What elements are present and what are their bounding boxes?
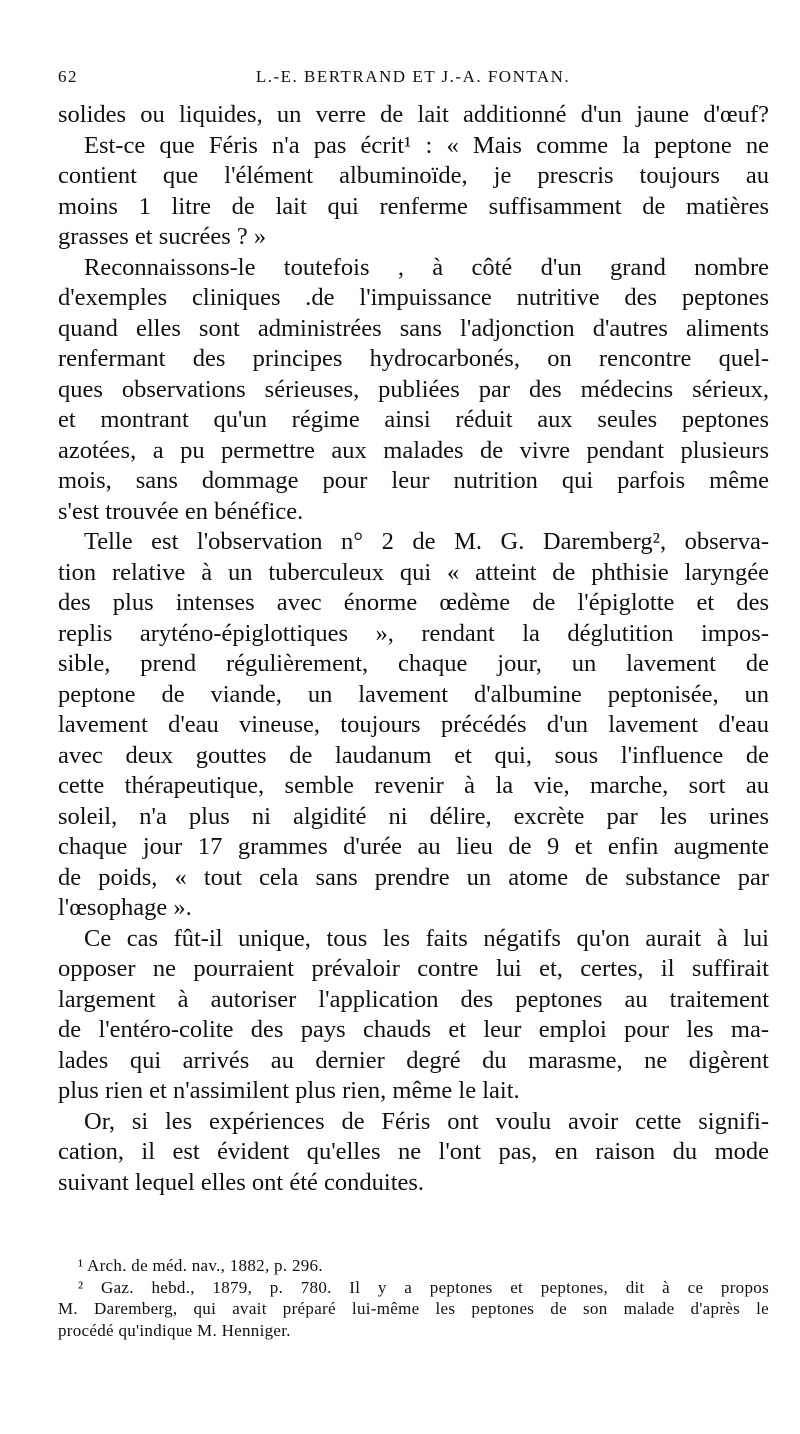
text-line: quand elles sont administrées sans l'adjonction d'autres aliments [58,314,769,342]
text-line: cation, il est évident qu'elles ne l'ont pas, en raison du mode [58,1138,769,1165]
text-line: suivant lequel elles ont été conduites. [58,1168,425,1196]
text-line: Telle est l'observation n° 2 de M. G. Daremberg², observa- [84,528,769,555]
text-line: et montrant qu'un régime ainsi réduit aux seules peptones [58,406,769,433]
text-line: grasses et sucrées ? » [58,223,267,250]
text-line: tion relative à un tuberculeux qui « atteint de phthisie laryngée [58,558,769,586]
text-line: largement à autoriser l'application des peptones au traitement [58,985,769,1013]
footnote-line: M. Daremberg, qui avait préparé lui-même les peptones de son malade d'après le [58,1299,769,1318]
text-line: s'est trouvée en bénéfice. [58,497,304,525]
text-line: replis aryténo-épiglottiques », rendant la déglutition impos- [58,619,769,647]
text-line: contient que l'élément albuminoïde, je prescris toujours au [58,162,769,189]
text-line: ques observations sérieuses, publiées par des médecins sérieux, [58,375,769,403]
text-line: Est-ce que Féris n'a pas écrit¹ : « Mais comme la peptone ne [84,131,769,159]
text-line: Or, si les expériences de Féris ont voulu avoir cette signifi- [84,1107,769,1135]
text-line: cette thérapeutique, semble revenir à la vie, marche, sort au [58,772,769,799]
page-number: 62 [58,67,78,86]
text-line: Ce cas fût-il unique, tous les faits négatifs qu'on aurait à lui [84,924,769,952]
text-line: renfermant des principes hydrocarbonés, on rencontre quel- [58,345,769,372]
text-line: l'œsophage ». [58,894,192,921]
text-line: opposer ne pourraient prévaloir contre lui et, certes, il suffirait [58,955,769,982]
text-line: plus rien et n'assimilent plus rien, même le lait. [58,1077,520,1104]
page-header [58,67,768,97]
text-line: peptone de viande, un lavement d'albumine peptonisée, un [58,680,769,708]
text-line: mois, sans dommage pour leur nutrition qui parfois même [58,467,769,494]
text-line: lavement d'eau vineuse, toujours précédés d'un lavement d'eau [58,711,769,738]
text-line: de poids, « tout cela sans prendre un atome de substance par [58,863,769,891]
text-line: soleil, n'a plus ni algidité ni délire, excrète par les urines [58,802,769,830]
text-line: azotées, a pu permettre aux malades de vivre pendant plusieurs [58,436,769,464]
text-line: chaque jour 17 grammes d'urée au lieu de 9 et enfin augmente [58,833,769,860]
footnote-line: procédé qu'indique M. Henniger. [58,1320,291,1340]
text-line: Reconnaissons-le toutefois , à côté d'un grand nombre [84,253,769,281]
text-line: lades qui arrivés au dernier degré du marasme, ne digèrent [58,1046,769,1074]
footnotes [58,1255,769,1341]
running-title: L.-E. BERTRAND ET J.-A. FONTAN. [255,67,571,86]
text-line: avec deux gouttes de laudanum et qui, sous l'influence de [58,741,769,769]
text-line: moins 1 litre de lait qui renferme suffisamment de matières [58,192,769,220]
body-text [58,100,769,1198]
text-line: des plus intenses avec énorme œdème de l'épiglotte et des [58,589,769,616]
text-line: solides ou liquides, un verre de lait additionné d'un jaune d'œuf? [58,101,769,128]
text-line: d'exemples cliniques .de l'impuissance nutritive des peptones [58,284,769,311]
text-line: sible, prend régulièrement, chaque jour, un lavement de [58,650,769,677]
text-line: de l'entéro-colite des pays chauds et leur emploi pour les ma- [58,1016,769,1043]
footnote-line: ² Gaz. hebd., 1879, p. 780. Il y a peptones et peptones, dit à ce propos [78,1277,769,1297]
footnote-line: ¹ Arch. de méd. nav., 1882, p. 296. [78,1256,323,1275]
